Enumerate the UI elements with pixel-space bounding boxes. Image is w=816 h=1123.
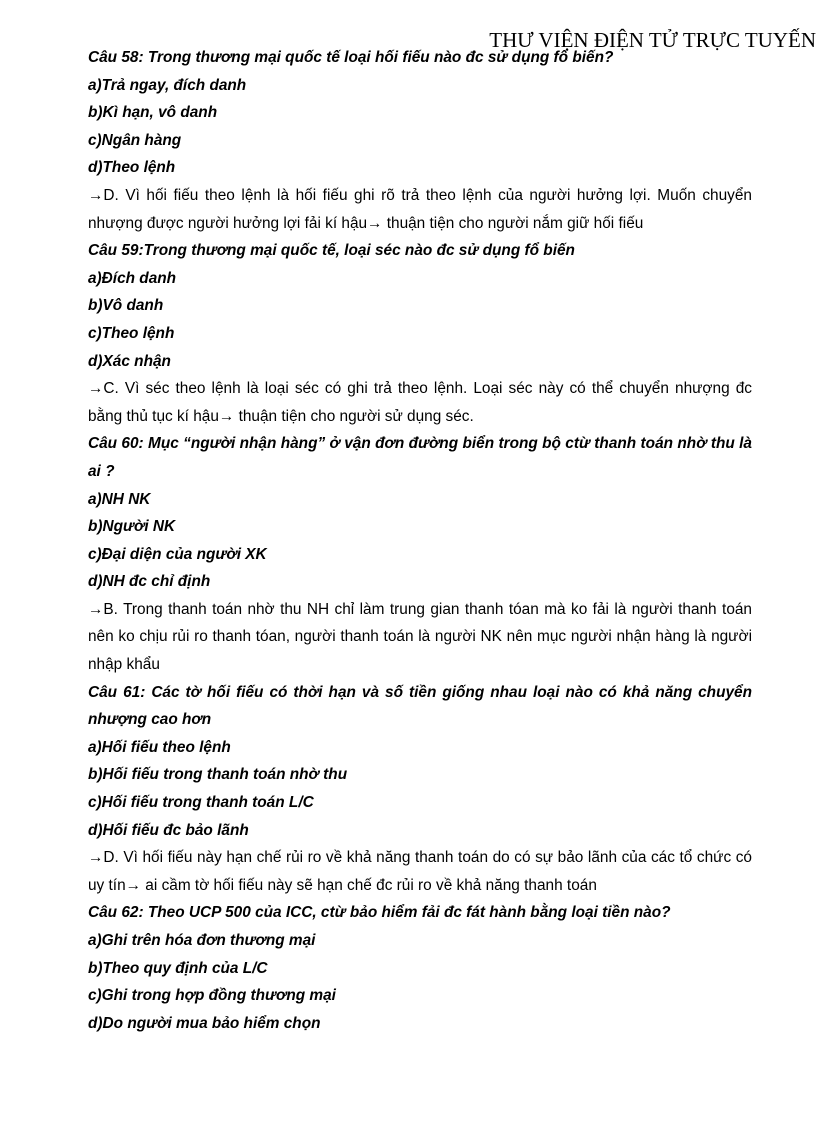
question-59-option-b: b)Vô danh bbox=[88, 297, 164, 315]
question-60-option-d: d)NH đc chỉ định bbox=[88, 573, 211, 591]
question-61-option-d: d)Hối fiếu đc bảo lãnh bbox=[88, 821, 249, 839]
question-59-option-d: d)Xác nhận bbox=[88, 352, 171, 370]
question-62-title: Câu 62: Theo UCP 500 của ICC, ctừ bảo hiểm fải đc fát hành bằng loại tiền nào? bbox=[88, 904, 671, 922]
document-body bbox=[88, 44, 752, 1037]
question-61-option-a: a)Hối fiếu theo lệnh bbox=[88, 738, 231, 756]
question-58-answer: →D. Vì hối fiếu theo lệnh là hối fiếu ghi rõ trả theo lệnh của người hưởng lợi. Muốn chuyển nhượng được người hưởng lợi fải kí hậu→ thuận tiện cho người nắm giữ hối fiếu bbox=[88, 186, 752, 232]
question-58-option-d: d)Theo lệnh bbox=[88, 159, 176, 177]
question-61-answer: →D. Vì hối fiếu này hạn chế rủi ro về khả năng thanh toán do có sự bảo lãnh của các tổ chức có uy tín→ ai cầm tờ hối fiếu này sẽ hạn chế đc rủi ro về khả năng thanh toán bbox=[88, 849, 752, 894]
question-59-title: Câu 59:Trong thương mại quốc tế, loại séc nào đc sử dụng fổ biến bbox=[88, 242, 575, 260]
question-60-option-b: b)Người NK bbox=[88, 518, 176, 536]
question-62-option-b: b)Theo quy định của L/C bbox=[88, 959, 268, 977]
question-62-option-d: d)Do người mua bảo hiểm chọn bbox=[88, 1014, 321, 1032]
question-58-title: Câu 58: Trong thương mại quốc tế loại hối fiếu nào đc sử dụng fổ biến? bbox=[88, 49, 614, 66]
question-60-title: Câu 60: Mục “người nhận hàng” ở vận đơn đường biển trong bộ ctừ thanh toán nhờ thu là ai ? bbox=[88, 435, 752, 480]
question-58-option-b: b)Kì hạn, vô danh bbox=[88, 104, 218, 122]
question-58-option-a: a)Trả ngay, đích danh bbox=[88, 76, 247, 94]
question-60-answer: →B. Trong thanh toán nhờ thu NH chỉ làm trung gian thanh tóan mà ko fải là người thanh toán nên ko chịu rủi ro thanh tóan, người thanh toán là người NK nên mục người nhận hàng là người nhập khẩu bbox=[88, 600, 752, 674]
question-59-answer: →C. Vì séc theo lệnh là loại séc có ghi trả theo lệnh. Loại séc này có thể chuyển nhượng đc bằng thủ tục kí hậu→ thuận tiện cho người sử dụng séc. bbox=[88, 380, 752, 425]
question-60-option-c: c)Đại diện của người XK bbox=[88, 545, 267, 563]
question-59-option-c: c)Theo lệnh bbox=[88, 324, 175, 342]
question-58-option-c: c)Ngân hàng bbox=[88, 131, 182, 149]
question-61-option-b: b)Hối fiếu trong thanh toán nhờ thu bbox=[88, 766, 348, 784]
page-header: THƯ VIỆN ĐIỆN TỬ TRỰC TUYẾN bbox=[489, 28, 816, 52]
question-60-option-a: a)NH NK bbox=[88, 490, 151, 508]
question-61-title: Câu 61: Các tờ hối fiếu có thời hạn và số tiền giống nhau loại nào có khả năng chuyển nhượng cao hơn bbox=[88, 683, 752, 729]
question-62-option-a: a)Ghi trên hóa đơn thương mại bbox=[88, 932, 316, 949]
question-59-option-a: a)Đích danh bbox=[88, 269, 177, 287]
question-61-option-c: c)Hối fiếu trong thanh toán L/C bbox=[88, 794, 314, 812]
question-62-option-c: c)Ghi trong hợp đồng thương mại bbox=[88, 987, 336, 1005]
